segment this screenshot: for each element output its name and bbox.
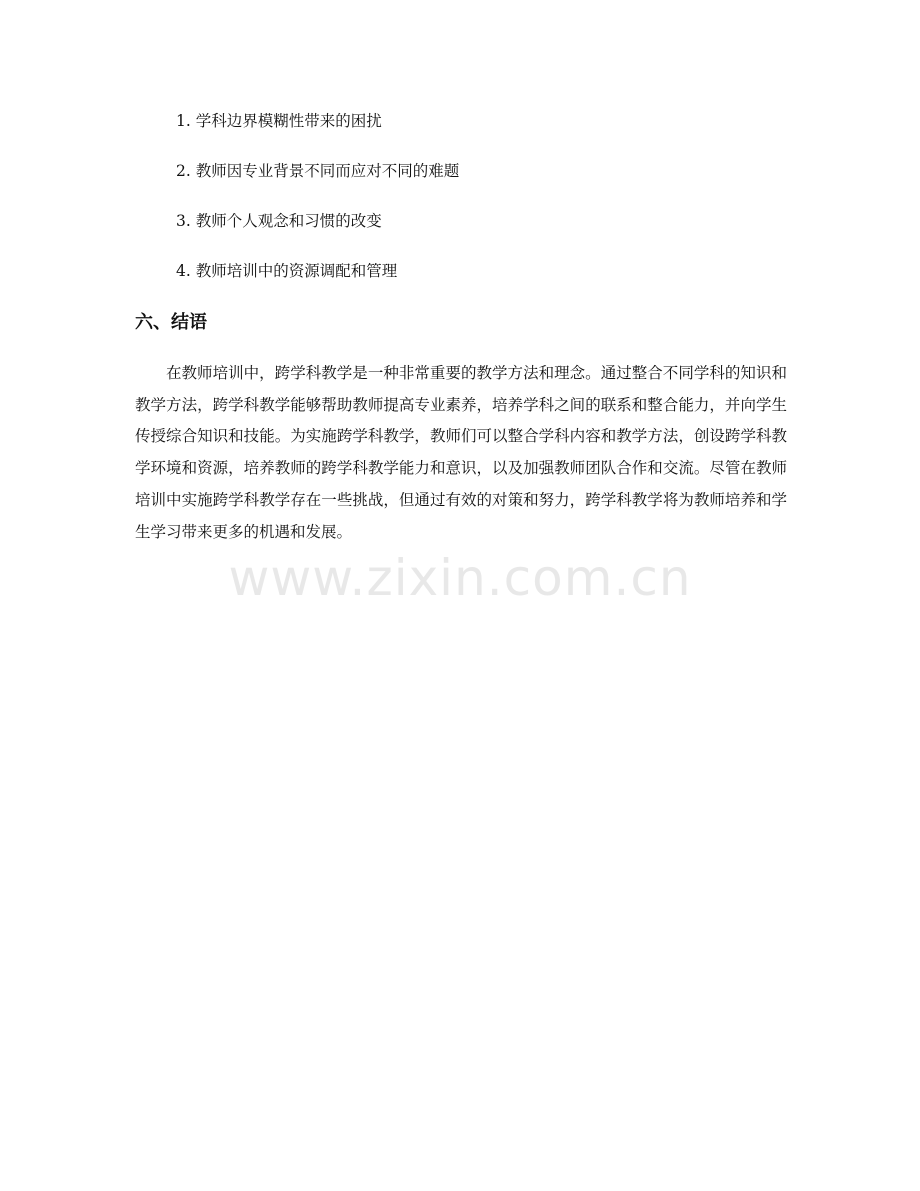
- list-item: 3. 教师个人观念和习惯的改变: [176, 212, 382, 230]
- list-item: 1. 学科边界模糊性带来的困扰: [176, 112, 382, 130]
- conclusion-paragraph: 在教师培训中，跨学科教学是一种非常重要的教学方法和理念。通过整合不同学科的知识和教学方法，跨学科教学能够帮助教师提高专业素养，培养学科之间的联系和整合能力，并向学生传授综合知识和技能。为实施跨学科教学，教师们可以整合学科内容和教学方法，创设跨学科教学环境和资源，培养教师的跨学科教学能力和意识，以及加强教师团队合作和交流。尽管在教师培训中实施跨学科教学存在一些挑战，但通过有效的对策和努力，跨学科教学将为教师培养和学生学习带来更多的机遇和发展。: [135, 364, 787, 541]
- list-item: 2. 教师因专业背景不同而应对不同的难题: [176, 162, 460, 180]
- list-item: 4. 教师培训中的资源调配和管理: [176, 262, 398, 280]
- section-heading-conclusion: 六、结语: [135, 312, 207, 333]
- watermark: www.zixin.com.cn: [228, 549, 692, 607]
